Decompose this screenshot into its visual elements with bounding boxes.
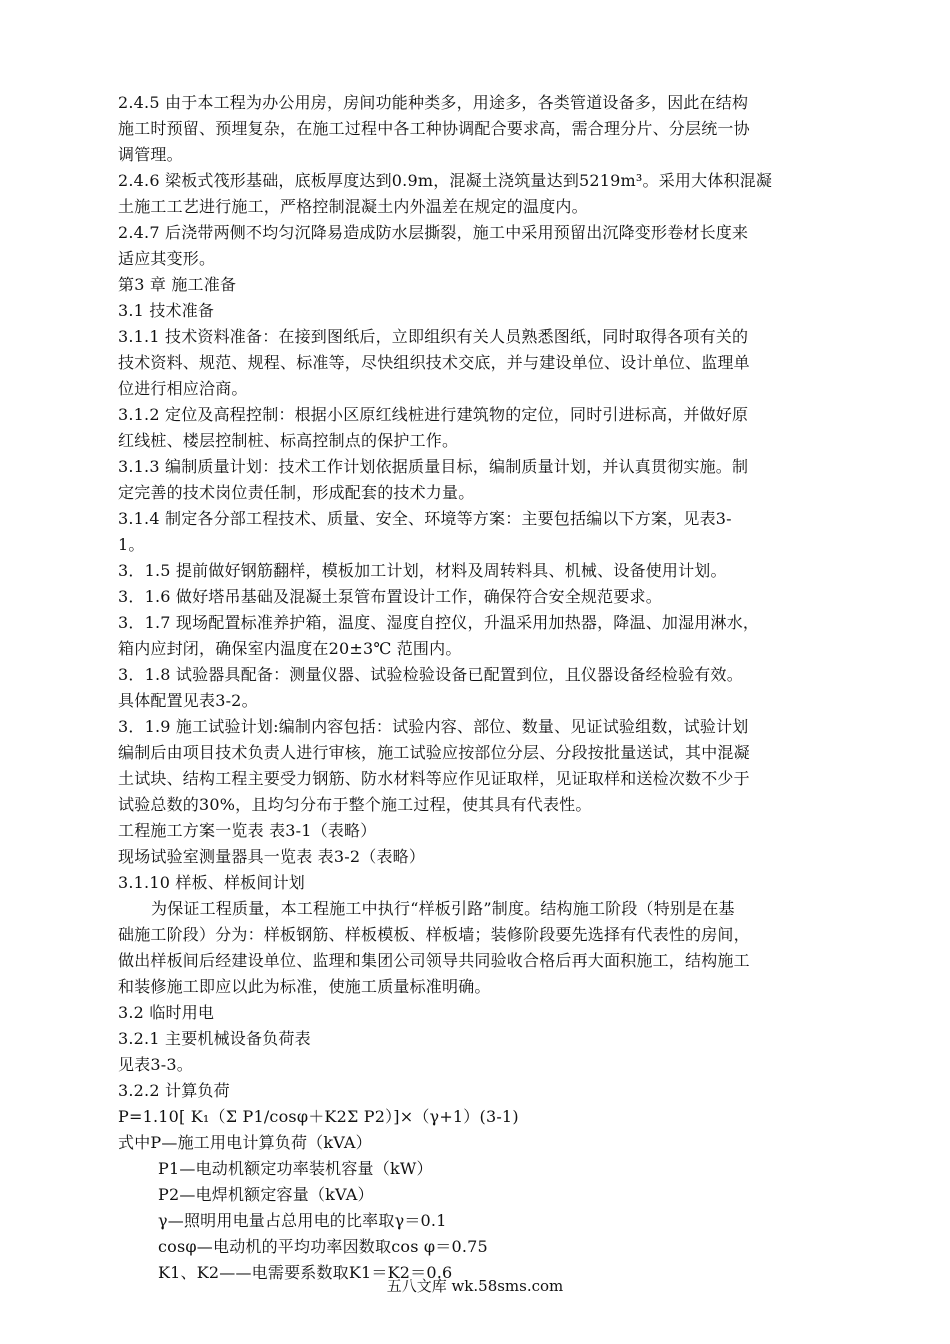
formula-term: cosφ—电动机的平均功率因数取cos φ＝0.75 bbox=[158, 1237, 488, 1256]
text-line: 施工时预留、预埋复杂，在施工过程中各工种协调配合要求高，需合理分片、分层统一协 bbox=[118, 119, 750, 138]
text-line: 箱内应封闭，确保室内温度在20±3℃ 范围内。 bbox=[118, 639, 462, 658]
text-line: 调管理。 bbox=[118, 145, 183, 164]
text-line: 具体配置见表3-2。 bbox=[118, 691, 258, 710]
text-line: 3．1.9 施工试验计划:编制内容包括：试验内容、部位、数量、见证试验组数，试验计划 bbox=[118, 717, 749, 736]
section-heading: 3.1 技术准备 bbox=[118, 301, 215, 320]
formula-term: γ—照明用电量占总用电的比率取γ＝0.1 bbox=[158, 1211, 447, 1230]
text-line: 2.4.7 后浇带两侧不均匀沉降易造成防水层撕裂，施工中采用预留出沉降变形卷材长度来 bbox=[118, 223, 749, 242]
text-line: 3.1.2 定位及高程控制：根据小区原红线桩进行建筑物的定位，同时引进标高，并做好原 bbox=[118, 405, 749, 424]
text-line: 见表3-3。 bbox=[118, 1055, 193, 1074]
text-line: 编制后由项目技术负责人进行审核，施工试验应按部位分层、分段按批量送试，其中混凝 bbox=[118, 743, 750, 762]
text-line: 3.1.4 制定各分部工程技术、质量、安全、环境等方案：主要包括编以下方案，见表3- bbox=[118, 509, 732, 528]
formula-term: P2—电焊机额定容量（kVA） bbox=[158, 1185, 374, 1204]
text-line: 技术资料、规范、规程、标准等，尽快组织技术交底，并与建设单位、设计单位、监理单 bbox=[118, 353, 750, 372]
section-heading: 3.2.2 计算负荷 bbox=[118, 1081, 230, 1100]
paragraph-first-line: 为保证工程质量，本工程施工中执行“样板引路”制度。结构施工阶段（特别是在基 bbox=[151, 899, 735, 918]
text-line: 础施工阶段）分为：样板钢筋、样板模板、样板墙；装修阶段要先选择有代表性的房间， bbox=[118, 925, 750, 944]
text-line: 2.4.6 梁板式筏形基础，底板厚度达到0.9m，混凝土浇筑量达到5219m³。采用大体积混凝 bbox=[118, 171, 773, 190]
text-line: 3．1.8 试验器具配备：测量仪器、试验检验设备已配置到位，且仪器设备经检验有效。 bbox=[118, 665, 743, 684]
formula-term: P1—电动机额定功率装机容量（kW） bbox=[158, 1159, 433, 1178]
chapter-heading: 第3 章 施工准备 bbox=[118, 275, 237, 294]
formula-term: K1、K2——电需要系数取K1＝K2＝0.6 bbox=[158, 1263, 453, 1282]
table-reference: 现场试验室测量器具一览表 表3-2（表略） bbox=[118, 847, 426, 866]
text-line: 3．1.7 现场配置标准养护箱，温度、湿度自控仪，升温采用加热器，降温、加湿用淋水， bbox=[118, 613, 760, 632]
text-line: 做出样板间后经建设单位、监理和集团公司领导共同验收合格后再大面积施工，结构施工 bbox=[118, 951, 750, 970]
section-heading: 3.2.1 主要机械设备负荷表 bbox=[118, 1029, 311, 1048]
document-body bbox=[118, 90, 848, 1286]
text-line: 和装修施工即应以此为标准，使施工质量标准明确。 bbox=[118, 977, 491, 996]
text-line: 土施工工艺进行施工，严格控制混凝土内外温差在规定的温度内。 bbox=[118, 197, 588, 216]
section-heading: 3.1.10 样板、样板间计划 bbox=[118, 873, 305, 892]
text-line: 定完善的技术岗位责任制，形成配套的技术力量。 bbox=[118, 483, 475, 502]
page-footer: 五八文库 wk.58sms.com bbox=[386, 1277, 564, 1295]
text-line: 3．1.5 提前做好钢筋翻样，模板加工计划，材料及周转料具、机械、设备使用计划。 bbox=[118, 561, 727, 580]
text-line: 土试块、结构工程主要受力钢筋、防水材料等应作见证取样，见证取样和送检次数不少于 bbox=[118, 769, 750, 788]
section-heading: 3.2 临时用电 bbox=[118, 1003, 215, 1022]
text-line: 2.4.5 由于本工程为办公用房，房间功能种类多，用途多，各类管道设备多，因此在结构 bbox=[118, 93, 749, 112]
text-line: 3.1.1 技术资料准备：在接到图纸后，立即组织有关人员熟悉图纸，同时取得各项有关的 bbox=[118, 327, 749, 346]
table-reference: 工程施工方案一览表 表3-1（表略） bbox=[118, 821, 377, 840]
text-line: 3．1.6 做好塔吊基础及混凝土泵管布置设计工作，确保符合安全规范要求。 bbox=[118, 587, 662, 606]
text-line: 1。 bbox=[118, 535, 145, 554]
formula-legend: 式中P—施工用电计算负荷（kVA） bbox=[118, 1133, 372, 1152]
text-line: 红线桩、楼层控制桩、标高控制点的保护工作。 bbox=[118, 431, 459, 450]
text-line: 试验总数的30%，且均匀分布于整个施工过程，使其具有代表性。 bbox=[118, 795, 592, 814]
text-line: 3.1.3 编制质量计划：技术工作计划依据质量目标，编制质量计划，并认真贯彻实施。制 bbox=[118, 457, 749, 476]
formula: P=1.10[ K₁（Σ P1/cosφ＋K2Σ P2）]×（γ+1）(3-1) bbox=[118, 1107, 519, 1126]
text-line: 位进行相应洽商。 bbox=[118, 379, 248, 398]
text-line: 适应其变形。 bbox=[118, 249, 216, 268]
